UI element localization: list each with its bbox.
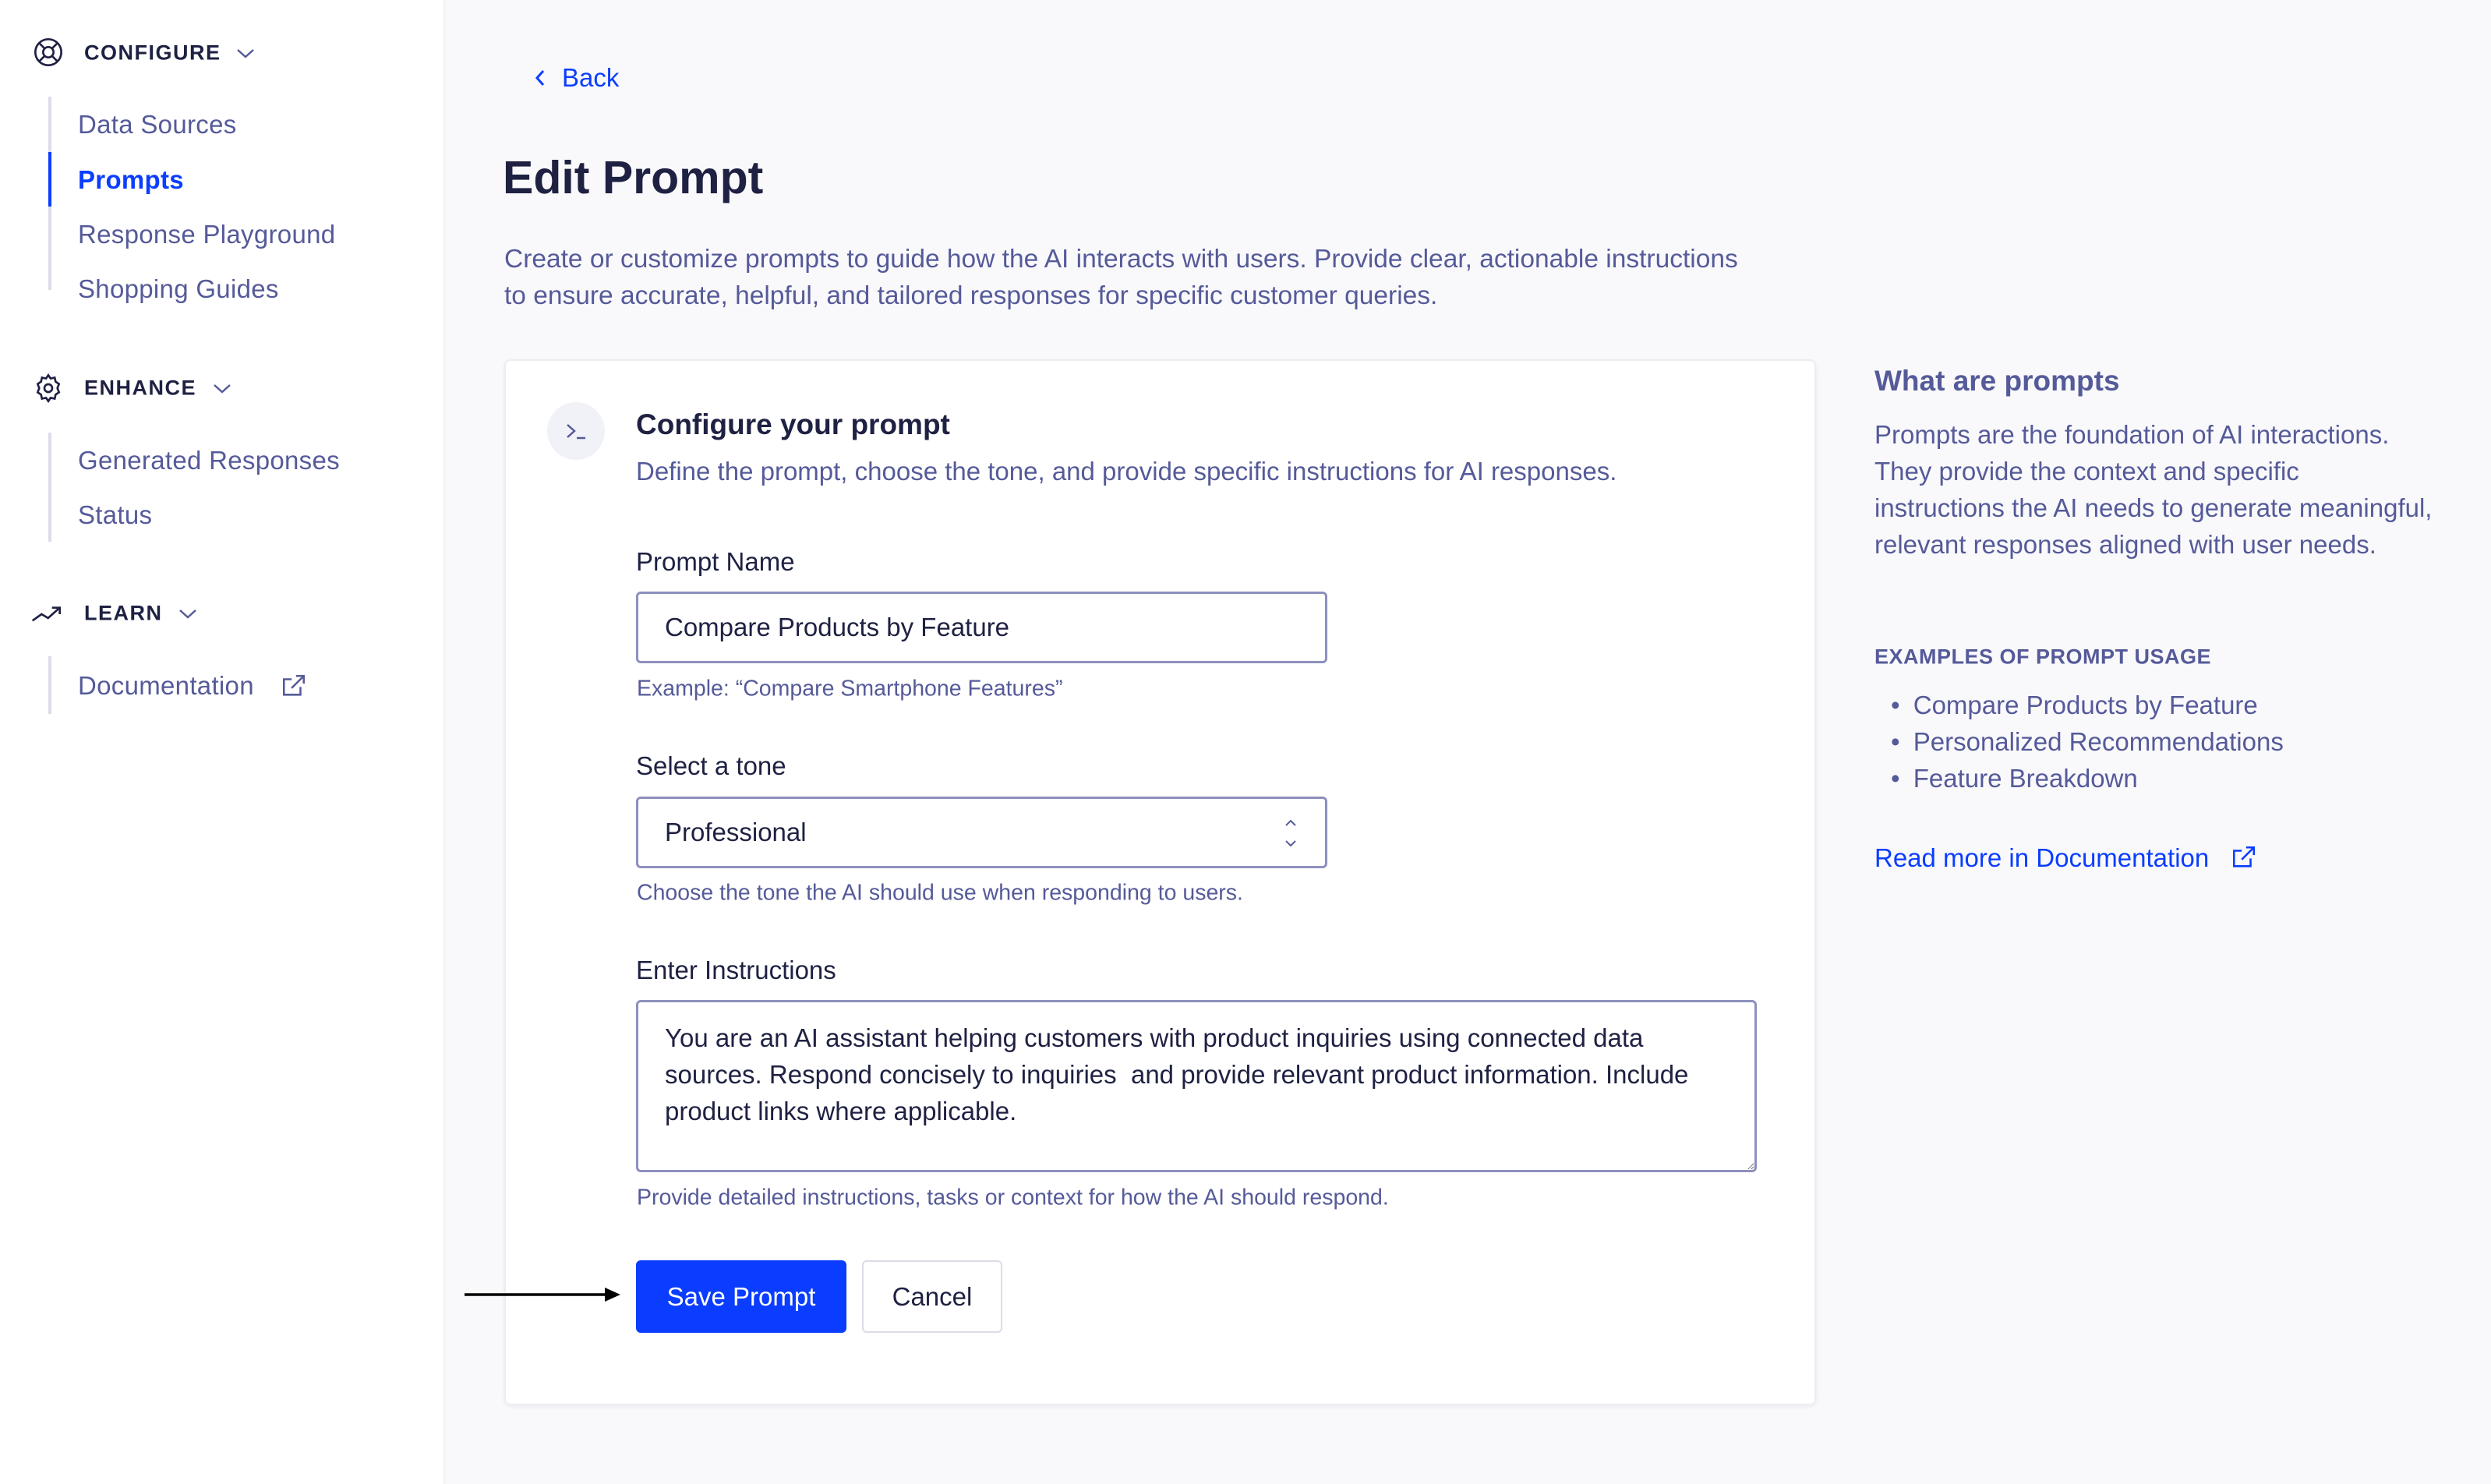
- sidebar-item-data-sources[interactable]: Data Sources: [78, 110, 237, 139]
- sidebar-item-response-playground[interactable]: Response Playground: [78, 220, 336, 249]
- tone-select-value: Professional: [665, 818, 807, 846]
- instructions-label: Enter Instructions: [636, 956, 836, 984]
- sidebar-item-prompts[interactable]: Prompts: [78, 165, 184, 194]
- example-text: Compare Products by Feature: [1913, 691, 2258, 719]
- back-link[interactable]: Back: [562, 63, 620, 92]
- instructions-help: Provide detailed instructions, tasks or context for how the AI should respond.: [637, 1185, 1389, 1210]
- chevron-left-icon[interactable]: [532, 67, 549, 89]
- aside-title: What are prompts: [1874, 365, 2120, 397]
- sidebar-item-documentation[interactable]: Documentation: [78, 671, 254, 700]
- read-more-documentation-link[interactable]: Read more in Documentation: [1874, 843, 2210, 872]
- prompt-name-input[interactable]: [636, 592, 1327, 663]
- tone-help: Choose the tone the AI should use when responding to users.: [637, 880, 1243, 906]
- chevron-down-icon[interactable]: [235, 47, 256, 59]
- chevron-down-icon[interactable]: [212, 382, 232, 394]
- form-subtitle: Define the prompt, choose the tone, and provide specific instructions for AI responses.: [636, 457, 1617, 486]
- tone-select[interactable]: [636, 797, 1327, 868]
- aside-body: Prompts are the foundation of AI interactions. They provide the context and specific instructions the AI needs to generate meaningful, relevant responses aligned with user needs.: [1874, 420, 2433, 559]
- lifebuoy-icon: [33, 37, 64, 72]
- nav-divider: [48, 433, 51, 542]
- chevron-down-icon[interactable]: [178, 607, 198, 620]
- external-link-icon: [2231, 844, 2257, 871]
- active-indicator: [48, 152, 51, 207]
- terminal-icon: [547, 402, 605, 460]
- instructions-textarea[interactable]: [636, 1000, 1757, 1172]
- select-arrows-icon: [1283, 816, 1298, 850]
- examples-list: [1891, 687, 2284, 797]
- sidebar-item-shopping-guides[interactable]: Shopping Guides: [78, 274, 279, 303]
- nav-divider: [48, 656, 51, 714]
- tone-label: Select a tone: [636, 751, 786, 780]
- section-configure-toggle[interactable]: CONFIGURE: [84, 41, 221, 65]
- form-title: Configure your prompt: [636, 408, 950, 440]
- sidebar-item-status[interactable]: Status: [78, 500, 153, 529]
- external-link-icon: [281, 673, 307, 699]
- examples-heading: EXAMPLES OF PROMPT USAGE: [1874, 645, 2212, 669]
- example-text: Feature Breakdown: [1913, 764, 2138, 793]
- section-learn-toggle[interactable]: LEARN: [84, 601, 163, 625]
- gear-icon: [33, 373, 64, 408]
- list-item: • Compare Products by Feature: [1891, 691, 2258, 719]
- trending-up-icon: [31, 599, 62, 634]
- arrow-right-icon: [463, 1284, 624, 1305]
- page-description-line1: Create or customize prompts to guide how the AI interacts with users. Provide clear, actionable instructions: [504, 245, 1738, 274]
- example-text: Personalized Recommendations: [1913, 727, 2284, 756]
- page-description-line2: to ensure accurate, helpful, and tailored responses for specific customer queries.: [504, 281, 1438, 310]
- prompt-name-label: Prompt Name: [636, 547, 795, 576]
- prompt-name-help: Example: “Compare Smartphone Features”: [637, 676, 1063, 701]
- page-title: Edit Prompt: [503, 152, 764, 203]
- sidebar-item-generated-responses[interactable]: Generated Responses: [78, 446, 340, 475]
- list-item: • Feature Breakdown: [1891, 764, 2138, 793]
- save-prompt-button[interactable]: Save Prompt: [636, 1260, 846, 1333]
- cancel-button[interactable]: Cancel: [862, 1260, 1002, 1333]
- section-enhance-toggle[interactable]: ENHANCE: [84, 376, 197, 400]
- sidebar: [0, 0, 445, 1484]
- list-item: • Personalized Recommendations: [1891, 727, 2284, 756]
